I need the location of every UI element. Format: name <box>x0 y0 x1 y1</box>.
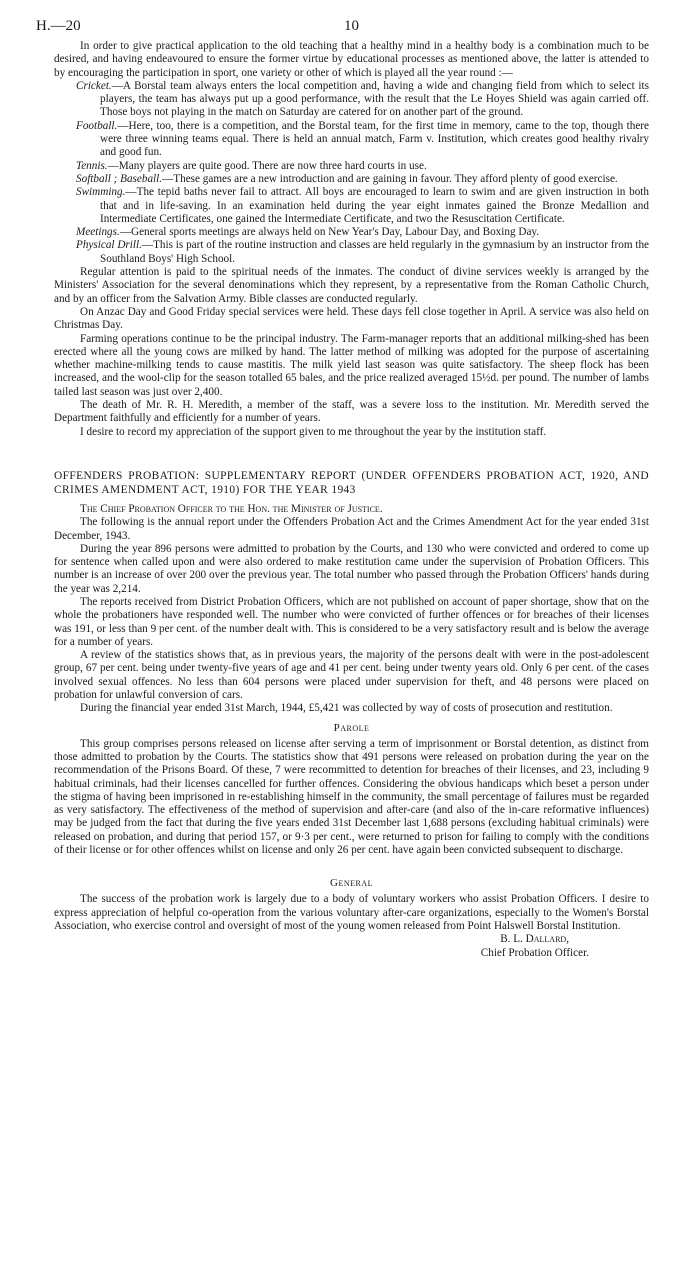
document-reference: H.—20 <box>36 18 81 34</box>
sport-item: Football.—Here, too, there is a competition, and the Borstal team, for the first time in memory, came to the top, though there were three winning teams equal. There is held an annual match, Farm v. Institution, which creates good healthy rivalry and good fun. <box>76 119 649 159</box>
signatory-title: Chief Probation Officer. <box>480 946 589 959</box>
intro-paragraph: In order to give practical application to the old teaching that a healthy mind in a healthy body is a combination much to be desired, and having endeavoured to ensure the former virtue by educational processes as mentioned above, the latter is attended to by encouraging the participation in sport, one variety or other of which is played all the year round :— <box>54 40 649 79</box>
section-title: OFFENDERS PROBATION: SUPPLEMENTARY REPORT (UNDER OFFENDERS PROBATION ACT, 1920, AND CRIMES AMENDMENT ACT, 1910) FOR THE YEAR 1943 <box>54 469 649 496</box>
paragraph: During the year 896 persons were admitted to probation by the Courts, and 130 who were convicted and ordered to come up for sentence when called upon and were also ordered to make restitution came under the supervision of Probation Officers. This number is an increase of over 200 over the previous year. The total number who passed through the Probation Officers' hands during the year was 2,214. <box>54 542 649 595</box>
sport-item: Softball ; Baseball.—These games are a new introduction and are gaining in favour. They afford plenty of good exercise. <box>76 172 618 185</box>
paragraph: On Anzac Day and Good Friday special services were held. These days fell close together in April. A service was also held on Christmas Day. <box>54 305 649 332</box>
paragraph: Regular attention is paid to the spiritual needs of the inmates. The conduct of divine services weekly is arranged by the Ministers' Association for the several denominations which they represent, by a representative from the Roman Catholic Church, and by an officer from the Salvation Army. Bible classes are conducted regularly. <box>54 266 649 305</box>
paragraph: The reports received from District Probation Officers, which are not published on account of paper shortage, show that on the whole the probationers have responded well. The number who were convicted of further offences or for breaches of their licenses was 191, or less than 9 per cent. of the number dealt with. This is considered to be a very satisfactory result and is below the average for a number of years. <box>54 595 649 648</box>
general-heading: General <box>330 877 373 890</box>
paragraph: The following is the annual report under the Offenders Probation Act and the Crimes Amendment Act for the year ended 31st December, 1943. <box>54 516 649 542</box>
paragraph: A review of the statistics shows that, as in previous years, the majority of the persons dealt with were in the post-adolescent group, 67 per cent. being under twenty-five years of age and 41 per cent. being under twenty years old. Only 6 per cent. of the cases involved sexual offences. No less than 604 persons were placed under supervision for theft, and 48 persons were placed on probation for unlawful conversion of cars. <box>54 649 649 702</box>
parole-heading: Parole <box>333 721 370 734</box>
signature-block <box>54 933 649 960</box>
address-line: The Chief Probation Officer to the Hon. the Minister of Justice. <box>80 502 383 515</box>
signatory-name: B. L. Dallard, <box>500 933 569 946</box>
paragraph: Farming operations continue to be the principal industry. The Farm-manager reports that an additional milking-shed has been erected where all the young cows are milked by hand. The latter method of milking was adopted for the purpose of ascertaining whether machine-milking tends to cause mastitis. The milk yield last season was quite satisfactory. The sheep flock has been increased, and the wool-clip for the season totalled 65 bales, and the price realized averaged 15½d. per pound. The number of lambs tailed last season was just over 2,400. <box>54 332 649 398</box>
document-page <box>36 18 650 960</box>
general-paragraph: The success of the probation work is largely due to a body of voluntary workers who assist Probation Officers. I desire to express appreciation of helpful co-operation from the various voluntary after-care organizations, especially to the Women's Borstal Association, who exercise control and oversight of most of the young women released from Point Halswell Borstal Institution. <box>54 893 649 932</box>
sport-item: Physical Drill.—This is part of the routine instruction and classes are held regularly in the gymnasium by an instructor from the Southland Boys' High School. <box>76 239 650 265</box>
sport-item: Tennis.—Many players are quite good. There are now three hard courts in use. <box>76 159 427 172</box>
paragraph: The death of Mr. R. H. Meredith, a member of the staff, was a severe loss to the institution. Mr. Meredith served the Department faithfully and efficiently for a number of years. <box>54 399 649 425</box>
paragraph: I desire to record my appreciation of the support given to me throughout the year by the institution staff. <box>80 425 547 438</box>
sport-item: Cricket.—A Borstal team always enters the local competition and, having a wide and changing field from which to select its players, the team has always put up a good performance, with the result that the Le Hoyes Shield was again carried off. Those boys not playing in the match on Saturday are catered for on another part of the ground. <box>76 79 649 119</box>
sport-item: Swimming.—The tepid baths never fail to attract. All boys are encouraged to learn to swim and are given instruction in both that and in life-saving. In an examination held during the year eight inmates gained the Bronze Medallion and Intermediate Certificates, one gained the Intermediate Certificate, and two the Resuscitation Certificate. <box>76 186 649 225</box>
sport-item: Meetings.—General sports meetings are always held on New Year's Day, Labour Day, and Boxing Day. <box>76 226 540 239</box>
paragraph: During the financial year ended 31st March, 1944, £5,421 was collected by way of costs of prosecution and restitution. <box>80 702 613 715</box>
page-number: 10 <box>344 18 359 34</box>
parole-paragraph: This group comprises persons released on license after serving a term of imprisonment or Borstal detention, as distinct from those admitted to probation by the Courts. The statistics show that 491 persons were released on probation during the year on the recommendation of the Prisons Board. Of these, 7 were recommitted to detention for breaches of their licenses, and 23, including 9 habitual criminals, had their licenses cancelled for further offences. Considering the obvious handicaps which beset a person under the stigma of having been imprisoned in re-establishing himself in the community, the small percentage of failures must be regarded as very satisfactory. The effectiveness of the method of supervision and after-care (and also of the in-care reformative influences) may be judged from the fact that during the five years ended 31st December last 1,688 persons (excluding habitual criminals) were released on probation, and during that period 157, or 9·3 per cent., were returned to prison for failing to comply with the conditions of their license or for other offences whilst on license and only 26 per cent. have again been convicted subsequent to discharge. <box>54 737 649 857</box>
page-header <box>36 18 649 40</box>
sports-list <box>54 80 649 266</box>
